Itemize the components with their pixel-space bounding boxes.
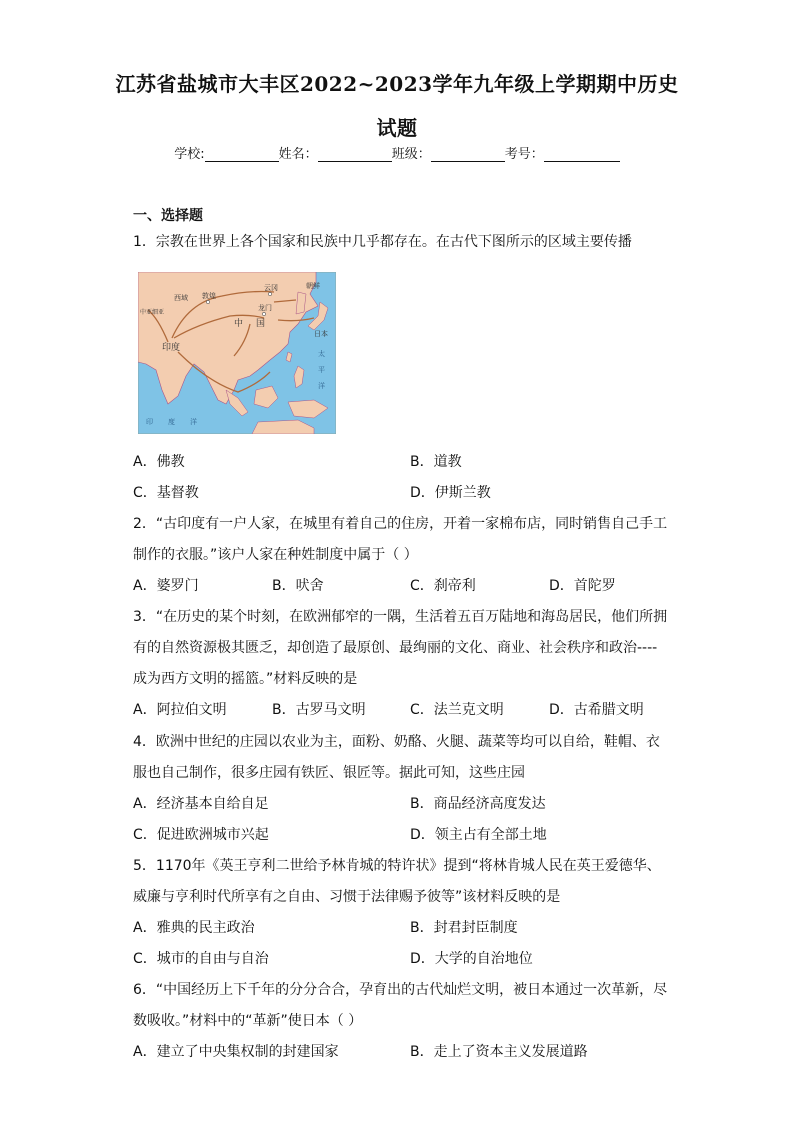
map-label-central-asia: 中亚细亚 bbox=[140, 309, 165, 316]
q5-option-c[interactable]: C．城市的自由与自治 bbox=[133, 951, 269, 967]
q2-option-d[interactable]: D．首陀罗 bbox=[549, 578, 616, 594]
exam-title-line1: 江苏省盐城市大丰区2022~2023学年九年级上学期期中历史 bbox=[115, 72, 679, 96]
q3-line3: 成为西方文明的摇篮。”材料反映的是 bbox=[133, 671, 358, 687]
student-info-row bbox=[0, 143, 794, 162]
q2-line1: 2．“古印度有一户人家，在城里有着自己的住房，开着一家棉布店，同时销售自己手工 bbox=[133, 516, 668, 532]
q1-option-a[interactable]: A．佛教 bbox=[133, 454, 185, 470]
school-blank[interactable] bbox=[205, 147, 279, 162]
map-label-xiyu: 西域 bbox=[174, 294, 188, 302]
q4-option-d[interactable]: D．领主占有全部土地 bbox=[410, 827, 547, 843]
q6-option-a[interactable]: A．建立了中央集权制的封建国家 bbox=[133, 1044, 339, 1060]
map-label-dunhuang: 敦煌 bbox=[202, 292, 216, 300]
q1-option-d[interactable]: D．伊斯兰教 bbox=[410, 485, 491, 501]
map-label-pacific-1: 太 bbox=[318, 350, 325, 358]
religion-spread-map bbox=[138, 272, 336, 434]
q2-option-a[interactable]: A．婆罗门 bbox=[133, 578, 199, 594]
map-label-indian-ocean-3: 洋 bbox=[190, 418, 197, 426]
q3-line2: 有的自然资源极其匮乏，却创造了最原创、最绚丽的文化、商业、社会秩序和政治---- bbox=[133, 640, 658, 656]
map-label-indian-ocean-2: 度 bbox=[168, 418, 175, 426]
q4-line1: 4．欧洲中世纪的庄园以农业为主，面粉、奶酪、火腿、蔬菜等均可以自给，鞋帽、衣 bbox=[133, 734, 660, 750]
map-label-korea: 朝鲜 bbox=[306, 282, 320, 290]
q3-option-d[interactable]: D．古希腊文明 bbox=[549, 702, 644, 718]
map-label-longmen: 龙门 bbox=[258, 304, 272, 312]
marker-dunhuang bbox=[206, 300, 209, 303]
q4-line2: 服也自己制作，很多庄园有铁匠、银匠等。据此可知，这些庄园 bbox=[133, 765, 525, 781]
q6-line2: 数吸收。”材料中的“革新”使日本（ ） bbox=[133, 1013, 363, 1029]
exam-no-blank[interactable] bbox=[544, 147, 620, 162]
q5-option-d[interactable]: D．大学的自治地位 bbox=[410, 951, 533, 967]
q4-option-a[interactable]: A．经济基本自给自足 bbox=[133, 796, 269, 812]
exam-title-line2: 试题 bbox=[376, 116, 418, 140]
q5-option-a[interactable]: A．雅典的民主政治 bbox=[133, 920, 255, 936]
q6-option-b[interactable]: B．走上了资本主义发展道路 bbox=[410, 1044, 588, 1060]
q1-option-b[interactable]: B．道教 bbox=[410, 454, 462, 470]
marker-longmen bbox=[262, 312, 265, 315]
name-blank[interactable] bbox=[318, 147, 392, 162]
name-label: 姓名： bbox=[278, 147, 318, 162]
map-label-indian-ocean-1: 印 bbox=[146, 418, 153, 426]
q3-option-c[interactable]: C．法兰克文明 bbox=[410, 702, 504, 718]
class-blank[interactable] bbox=[431, 147, 505, 162]
q6-line1: 6．“中国经历上下千年的分分合合，孕育出的古代灿烂文明，被日本通过一次革新，尽 bbox=[133, 982, 668, 998]
map-label-india: 印度 bbox=[162, 343, 181, 353]
map-label-pacific-2: 平 bbox=[318, 366, 325, 374]
map-label-japan: 日本 bbox=[314, 330, 328, 338]
map-label-yungang: 云冈 bbox=[264, 284, 278, 292]
q3-option-a[interactable]: A．阿拉伯文明 bbox=[133, 702, 227, 718]
section-title: 一、选择题 bbox=[133, 208, 203, 224]
q1-line1: 1．宗教在世界上各个国家和民族中几乎都存在。在古代下图所示的区域主要传播 bbox=[133, 234, 632, 250]
q3-option-b[interactable]: B．古罗马文明 bbox=[272, 702, 366, 718]
map-label-china-2: 国 bbox=[256, 319, 266, 329]
q5-line1: 5．1170年《英王亨利二世给予林肯城的特许状》提到“将林肯城人民在英王爱德华、 bbox=[133, 858, 661, 874]
q5-option-b[interactable]: B．封君封臣制度 bbox=[410, 920, 518, 936]
exam-no-label: 考号： bbox=[504, 147, 544, 162]
school-label: 学校: bbox=[174, 147, 205, 162]
q4-option-b[interactable]: B．商品经济高度发达 bbox=[410, 796, 546, 812]
marker-yungang bbox=[268, 292, 271, 295]
q3-line1: 3．“在历史的某个时刻，在欧洲郁窄的一隅，生活着五百万陆地和海岛居民，他们所拥 bbox=[133, 609, 668, 625]
q2-option-b[interactable]: B．吠舍 bbox=[272, 578, 324, 594]
class-label: 班级： bbox=[391, 147, 431, 162]
q2-option-c[interactable]: C．刹帝利 bbox=[410, 578, 476, 594]
q5-line2: 威廉与亨利时代所享有之自由、习惯于法律赐予彼等”该材料反映的是 bbox=[133, 889, 561, 905]
q2-line2: 制作的衣服。”该户人家在种姓制度中属于（ ） bbox=[133, 547, 418, 563]
map-label-china-1: 中 bbox=[234, 319, 244, 329]
q1-option-c[interactable]: C．基督教 bbox=[133, 485, 199, 501]
q4-option-c[interactable]: C．促进欧洲城市兴起 bbox=[133, 827, 269, 843]
map-label-pacific-3: 洋 bbox=[318, 382, 325, 390]
